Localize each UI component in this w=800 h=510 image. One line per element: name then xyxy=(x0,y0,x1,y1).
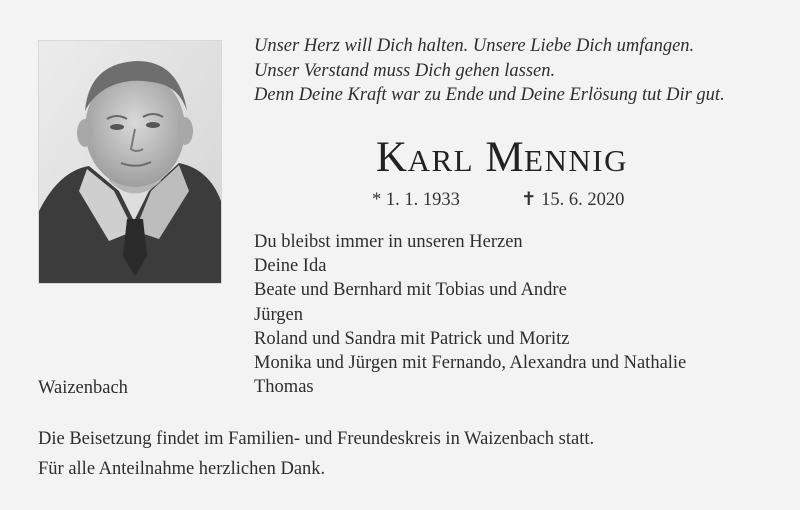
family-line: Deine Ida xyxy=(254,256,327,277)
birth-date: * 1. 1. 1933 xyxy=(372,190,460,210)
notice-line: Für alle Anteilnahme herzlichen Dank. xyxy=(38,459,326,479)
last-name-rest: ENNIG xyxy=(524,143,628,178)
family-line: Du bleibst immer in unseren Herzen xyxy=(254,232,523,252)
notice-line: Die Beisetzung findet im Familien- und Freundeskreis in Waizenbach statt. xyxy=(38,429,595,449)
family-line: Beate und Bernhard mit Tobias und Andre xyxy=(254,280,567,301)
deceased-name xyxy=(376,134,628,185)
portrait-photo xyxy=(38,40,222,284)
death-date: ✝ 15. 6. 2020 xyxy=(521,190,625,210)
poem-line: Denn Deine Kraft war zu Ende und Deine Erlösung tut Dir gut. xyxy=(254,85,725,105)
poem-line: Unser Herz will Dich halten. Unsere Liebe Dich umfangen. xyxy=(254,36,695,56)
poem-text xyxy=(254,34,784,108)
place-name: Waizenbach xyxy=(38,378,128,398)
family-list xyxy=(254,230,686,399)
first-name-initial: K xyxy=(376,134,408,181)
portrait-image xyxy=(39,41,221,283)
funeral-notice xyxy=(38,424,594,484)
family-line: Jürgen xyxy=(254,304,303,325)
family-line: Thomas xyxy=(254,377,314,398)
first-name-rest: ARL xyxy=(407,143,475,178)
family-line: Roland und Sandra mit Patrick und Moritz xyxy=(254,328,570,349)
family-line: Monika und Jürgen mit Fernando, Alexandra und Nathalie xyxy=(254,353,687,374)
poem-line: Unser Verstand muss Dich gehen lassen. xyxy=(254,60,556,81)
last-name-initial: M xyxy=(485,134,525,181)
